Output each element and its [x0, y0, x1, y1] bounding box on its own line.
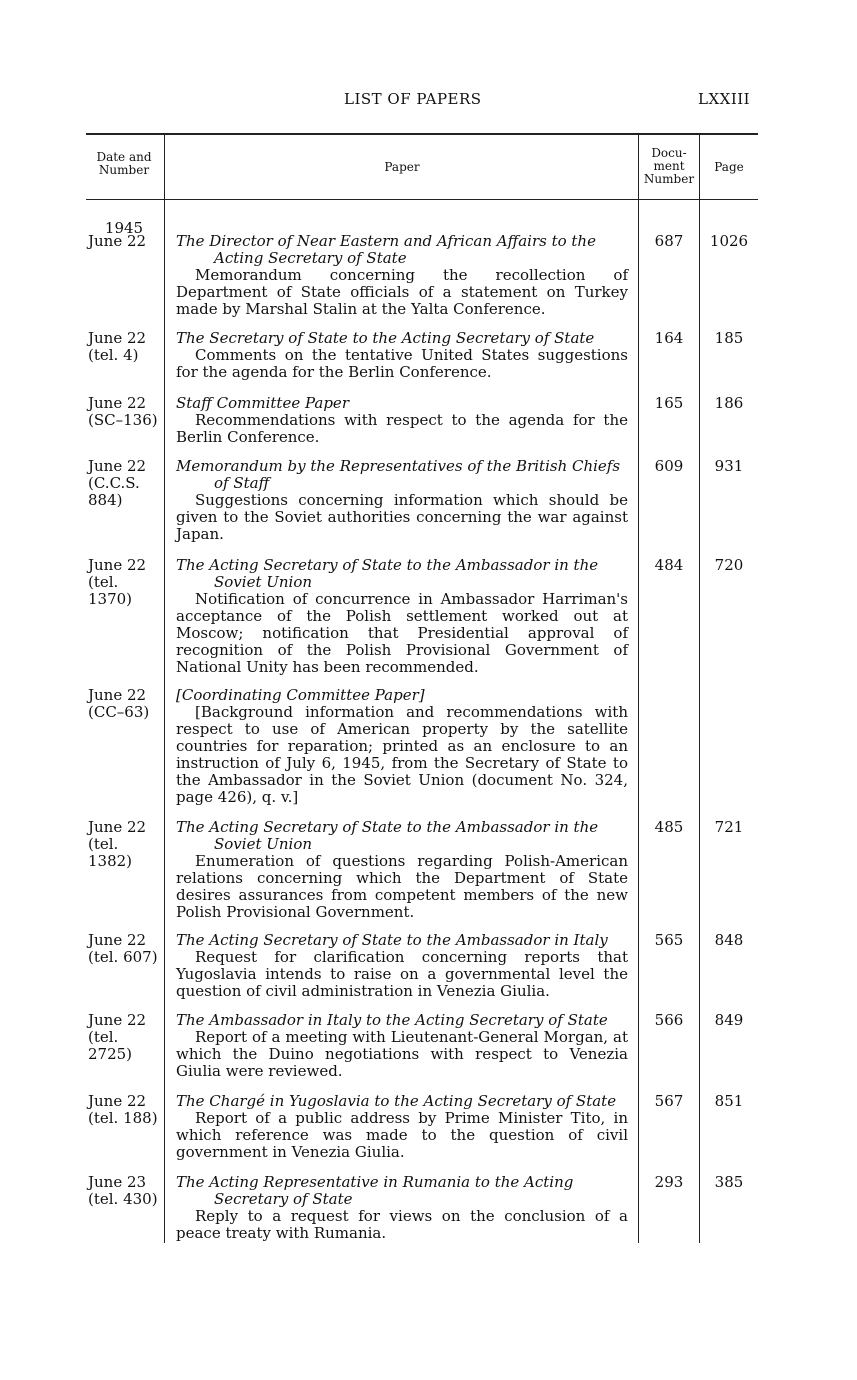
entry-title: Staff Committee Paper	[176, 394, 349, 412]
entry-title: The Acting Secretary of State to the Ambassador in the Soviet Union	[176, 556, 599, 591]
entry-title: Memorandum by the Representatives of the British Chiefs of Staff	[176, 457, 621, 492]
entry-document-number: 293	[654, 1173, 684, 1191]
page-number: LXXIII	[698, 90, 751, 108]
entry-page-number: 721	[714, 818, 744, 836]
entry-paper-cell	[176, 233, 628, 318]
entry-date: June 23	[88, 1173, 147, 1191]
entry-date-cell	[86, 233, 162, 250]
entry-paper-cell	[176, 330, 628, 381]
entry-date: June 22	[88, 818, 147, 836]
column-header-date: Date and Number	[96, 150, 152, 177]
entry-number: (C.C.S. 884)	[88, 474, 140, 509]
entry-number: (CC–63)	[88, 703, 150, 721]
entry-document-number: 687	[654, 232, 684, 250]
entry-date: June 22	[88, 232, 147, 250]
entry-number: (tel. 430)	[88, 1190, 158, 1208]
header-rule	[86, 199, 758, 200]
column-divider	[638, 135, 639, 1243]
entry-date-cell	[86, 687, 162, 721]
entry-description: Report of a meeting with Lieutenant-General Morgan, at which the Duino negotiations with respect to Venezia Giulia were reviewed.	[176, 1028, 628, 1080]
entry-page-number: 186	[714, 394, 744, 412]
entry-description: Memorandum concerning the recollection of Department of State officials of a statement on Turkey made by Marshal Stalin at the Yalta Conference.	[176, 266, 628, 318]
entry-number: (tel. 607)	[88, 948, 158, 966]
entry-description: Enumeration of questions regarding Polish-American relations concerning which the Department of State desires assurances from competent members of the new Polish Provisional Government.	[176, 852, 628, 921]
entry-title: The Director of Near Eastern and African Affairs to the Acting Secretary of State	[176, 232, 596, 267]
page-title: LIST OF PAPERS	[344, 90, 482, 108]
entry-number: (tel. 1370)	[88, 573, 133, 608]
entry-document-number: 567	[654, 1092, 684, 1110]
entry-title: The Acting Secretary of State to the Ambassador in Italy	[176, 931, 608, 949]
entry-number: (tel. 188)	[88, 1109, 158, 1127]
entry-description: Recommendations with respect to the agenda for the Berlin Conference.	[176, 411, 628, 446]
column-divider	[699, 135, 700, 1243]
list-of-papers-table	[86, 133, 758, 1243]
table-top-rule	[86, 133, 758, 135]
entry-paper-cell	[176, 1174, 628, 1242]
entry-date-cell	[86, 819, 162, 870]
entry-date: June 22	[88, 394, 147, 412]
entry-document-number: 484	[654, 556, 684, 574]
entry-page-number: 848	[714, 931, 744, 949]
entry-date: June 22	[88, 556, 147, 574]
column-header-document: Docu- ment Number	[643, 146, 695, 186]
entry-page-number: 720	[714, 556, 744, 574]
entry-date-cell	[86, 330, 162, 364]
entry-paper-cell	[176, 458, 628, 543]
entry-date: June 22	[88, 1011, 147, 1029]
entry-description: Notification of concurrence in Ambassador Harriman's acceptance of the Polish settlement worked out at Moscow; notification that Presidential approval of recognition of the Polish Provisional Government of National Unity has been recommended.	[176, 590, 628, 676]
entry-document-number: 565	[654, 931, 684, 949]
entry-document-number: 485	[654, 818, 684, 836]
entry-page-number: 385	[714, 1173, 744, 1191]
entry-paper-cell	[176, 557, 628, 676]
entry-date-cell	[86, 395, 162, 429]
entry-title: [Coordinating Committee Paper]	[176, 686, 425, 704]
entry-description: [Background information and recommendations with respect to use of American property by the satellite countries for reparation; printed as an enclosure to an instruction of July 6, 1945, from the Secretary of State to the Ambassador in the Soviet Union (document No. 324, page 426), q. v.]	[176, 703, 628, 806]
entry-date-cell	[86, 1012, 162, 1063]
entry-page-number: 851	[714, 1092, 744, 1110]
entry-title: The Acting Secretary of State to the Ambassador in the Soviet Union	[176, 818, 599, 853]
entry-paper-cell	[176, 395, 628, 446]
entry-page-number: 849	[714, 1011, 744, 1029]
entry-title: The Ambassador in Italy to the Acting Secretary of State	[176, 1011, 608, 1029]
column-header-page: Page	[714, 160, 744, 174]
entry-number: (tel. 1382)	[88, 835, 133, 870]
entry-paper-cell	[176, 932, 628, 1000]
running-head	[0, 88, 857, 112]
entry-title: The Chargé in Yugoslavia to the Acting Secretary of State	[176, 1092, 617, 1110]
entry-description: Request for clarification concerning reports that Yugoslavia intends to raise on a governmental level the question of civil administration in Venezia Giulia.	[176, 948, 628, 1000]
entry-description: Report of a public address by Prime Minister Tito, in which reference was made to the question of civil government in Venezia Giulia.	[176, 1109, 628, 1161]
entry-description: Comments on the tentative United States suggestions for the agenda for the Berlin Conference.	[176, 346, 628, 381]
entry-paper-cell	[176, 1012, 628, 1080]
entry-paper-cell	[176, 819, 628, 921]
entry-title: The Secretary of State to the Acting Secretary of State	[176, 329, 595, 347]
entry-date: June 22	[88, 457, 147, 475]
entry-date-cell	[86, 458, 162, 509]
entry-document-number: 609	[654, 457, 684, 475]
entry-date-cell	[86, 557, 162, 608]
entry-description: Suggestions concerning information which should be given to the Soviet authorities concerning the war against Japan.	[176, 491, 628, 543]
entry-date-cell	[86, 1093, 162, 1127]
entry-date-cell	[86, 932, 162, 966]
entry-page-number: 1026	[709, 232, 749, 250]
entry-document-number: 566	[654, 1011, 684, 1029]
entry-page-number: 931	[714, 457, 744, 475]
entry-title: The Acting Representative in Rumania to the Acting Secretary of State	[176, 1173, 574, 1208]
entry-date: June 22	[88, 329, 147, 347]
entry-number: (tel. 2725)	[88, 1028, 133, 1063]
year-label: 1945	[104, 219, 144, 237]
entry-document-number: 165	[654, 394, 684, 412]
column-header-paper: Paper	[384, 160, 420, 174]
entry-date: June 22	[88, 1092, 147, 1110]
entry-description: Reply to a request for views on the conclusion of a peace treaty with Rumania.	[176, 1207, 628, 1242]
entry-document-number: 164	[654, 329, 684, 347]
entry-paper-cell	[176, 1093, 628, 1161]
column-divider	[164, 135, 165, 1243]
entry-page-number: 185	[714, 329, 744, 347]
entry-date: June 22	[88, 931, 147, 949]
entry-date: June 22	[88, 686, 147, 704]
entry-date-cell	[86, 1174, 162, 1208]
entry-number: (tel. 4)	[88, 346, 139, 364]
entry-paper-cell	[176, 687, 628, 806]
entry-number: (SC–136)	[88, 411, 158, 429]
